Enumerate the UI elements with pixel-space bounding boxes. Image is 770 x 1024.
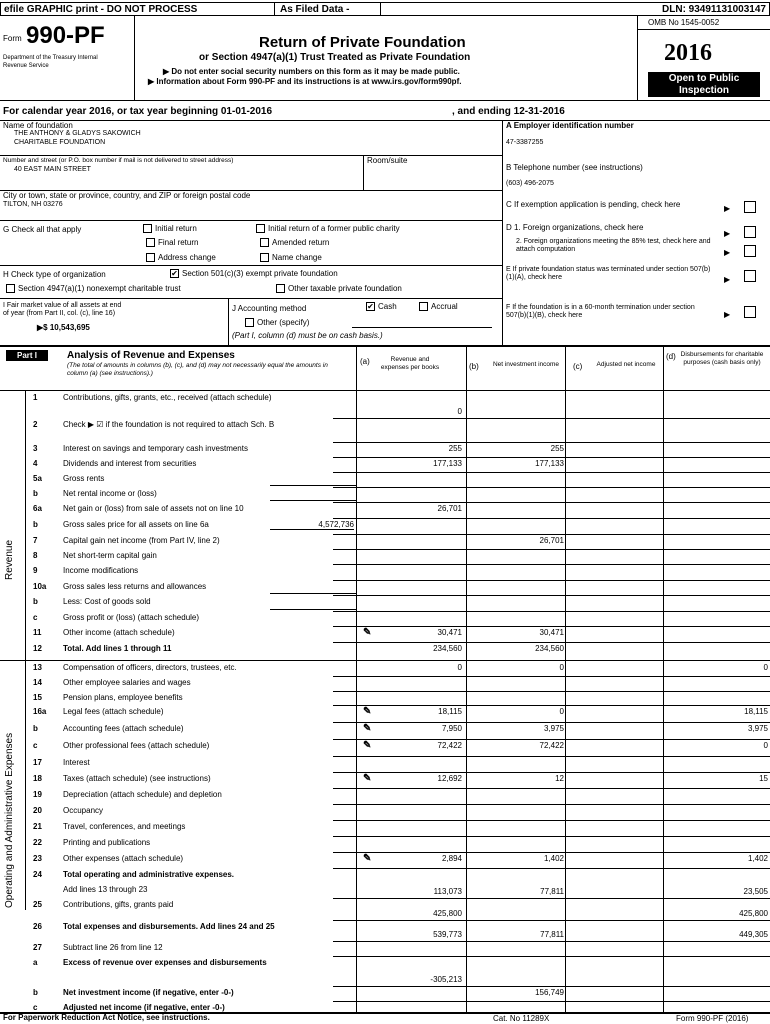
- note-info: ▶ Information about Form 990-PF and its instructions is at www.irs.gov/form990pf.: [148, 77, 462, 86]
- g-label: G Check all that apply: [3, 225, 82, 234]
- cell-a: -305,213: [430, 975, 462, 984]
- g-address[interactable]: Address change: [146, 253, 216, 262]
- col-c-head: Adjusted net income: [596, 361, 656, 368]
- row-number: 4: [33, 459, 38, 468]
- row-number: 20: [33, 806, 42, 815]
- phone-label: B Telephone number (see instructions): [506, 163, 643, 172]
- cell-d: 0: [763, 741, 768, 750]
- j-note: (Part I, column (d) must be on cash basis.): [232, 331, 383, 340]
- row-label: Gross profit or (loss) (attach schedule): [63, 613, 200, 622]
- street-value: 40 EAST MAIN STREET: [14, 166, 91, 173]
- i-value: ▶$ 10,543,695: [37, 323, 90, 332]
- row-label: Net gain or (loss) from sale of assets not on line 10: [63, 504, 244, 513]
- cell-b: 156,749: [535, 988, 564, 997]
- row-number: 1: [33, 393, 38, 402]
- col-d-tag: (d): [666, 352, 676, 361]
- row-label: Legal fees (attach schedule): [63, 707, 164, 716]
- table-row: [25, 457, 770, 472]
- cell-b: 72,422: [539, 741, 564, 750]
- row-number: b: [33, 597, 38, 606]
- row-label: Total. Add lines 1 through 11: [63, 644, 172, 653]
- table-row: [25, 595, 770, 611]
- table-row: [25, 642, 770, 660]
- cell-d: 15: [759, 774, 768, 783]
- cell-b: 12: [555, 774, 564, 783]
- cell-a: 113,073: [433, 887, 462, 896]
- cell-a: 30,471: [437, 628, 462, 637]
- row-number: b: [33, 724, 38, 733]
- footer-right: Form 990-PF (2016): [676, 1014, 749, 1023]
- row-number: 10a: [33, 582, 47, 591]
- row-label: Accounting fees (attach schedule): [63, 724, 184, 733]
- row-label: Contributions, gifts, grants, etc., received (attach schedule): [63, 393, 272, 402]
- h-4947[interactable]: Section 4947(a)(1) nonexempt charitable trust: [6, 284, 181, 293]
- table-row: [25, 1001, 770, 1012]
- table-row: [25, 691, 770, 705]
- row-number: 6a: [33, 504, 42, 513]
- table-row: [25, 418, 770, 442]
- row-label: Excess of revenue over expenses and disbursements: [63, 958, 267, 967]
- cell-a: 2,894: [441, 854, 462, 863]
- row-number: 2: [33, 420, 38, 429]
- g-amended[interactable]: Amended return: [260, 238, 329, 247]
- row-label: Less: Cost of goods sold: [63, 597, 151, 606]
- table-row: [25, 534, 770, 549]
- cell-b: 234,560: [535, 644, 564, 653]
- row-number: 22: [33, 838, 42, 847]
- row-label: Travel, conferences, and meetings: [63, 822, 186, 831]
- cell-b: 77,811: [540, 887, 564, 896]
- h-label: H Check type of organization: [3, 270, 106, 279]
- cell-a: 234,560: [433, 644, 462, 653]
- col-d-head: Disbursements for charitable purposes (cash basis only): [680, 351, 764, 366]
- col-a-head: Revenue and expenses per books: [380, 356, 440, 371]
- table-row: [25, 788, 770, 804]
- dln: DLN: 93491131003147: [662, 4, 766, 15]
- cell-d: 23,505: [743, 887, 768, 896]
- cell-d: 0: [763, 663, 768, 672]
- row-number: b: [33, 988, 38, 997]
- form-number: 990-PF: [26, 22, 105, 49]
- row-number: 7: [33, 536, 38, 545]
- col-a-tag: (a): [360, 357, 370, 366]
- g-name[interactable]: Name change: [260, 253, 322, 262]
- row-number: 16a: [33, 707, 47, 716]
- h-other[interactable]: Other taxable private foundation: [276, 284, 402, 293]
- row-number: 3: [33, 444, 38, 453]
- table-row: [25, 502, 770, 518]
- table-row: [25, 549, 770, 564]
- row-number: 8: [33, 551, 38, 560]
- cell-a: 7,950: [441, 724, 462, 733]
- row-label: Gross sales less returns and allowances: [63, 582, 207, 591]
- attachment-icon[interactable]: ✎: [363, 706, 372, 717]
- row-label: Other expenses (attach schedule): [63, 854, 184, 863]
- row-number: 5a: [33, 474, 42, 483]
- cell-a: 12,692: [437, 774, 462, 783]
- table-row: [25, 941, 770, 956]
- cell-a: 18,115: [438, 707, 462, 716]
- cell-d: 425,800: [739, 909, 768, 918]
- table-row: [25, 611, 770, 626]
- part-tag: Part I: [6, 350, 48, 361]
- c-checkbox[interactable]: [744, 201, 756, 213]
- j-other[interactable]: Other (specify): [245, 318, 309, 327]
- row-label: Net short-term capital gain: [63, 551, 157, 560]
- table-row: [25, 920, 770, 941]
- entry-line: [270, 485, 356, 486]
- g-initial-former[interactable]: Initial return of a former public charity: [256, 224, 400, 233]
- j-cash[interactable]: ✔ Cash: [367, 302, 397, 312]
- city-label: City or town, state or province, country, and ZIP or foreign postal code: [3, 191, 251, 200]
- row-number: 21: [33, 822, 42, 831]
- j-accrual[interactable]: Accrual: [419, 302, 458, 311]
- col-b-head: Net investment income: [492, 361, 560, 368]
- foundation-name-1: THE ANTHONY & GLADYS SAKOWICH: [14, 130, 141, 137]
- footer-cat: Cat. No 11289X: [493, 1014, 550, 1023]
- d2-label: 2. Foreign organizations meeting the 85% test, check here and attach computation: [516, 238, 711, 253]
- cell-b: 1,402: [543, 854, 564, 863]
- row-label: Interest: [63, 758, 90, 767]
- table-row: [25, 626, 770, 642]
- row-number: 9: [33, 566, 38, 575]
- col-c-tag: (c): [573, 362, 583, 371]
- cell-d: 1,402: [747, 854, 768, 863]
- row-label: Taxes (attach schedule) (see instructions): [63, 774, 211, 783]
- row-label: Gross rents: [63, 474, 105, 483]
- part-desc: (The total of amounts in columns (b), (c), and (d) may not necessarily equal the amounts in column (a) (see instructions).): [67, 362, 328, 377]
- attachment-icon[interactable]: ✎: [363, 627, 372, 638]
- row-label: Check ▶ ☑ if the foundation is not required to attach Sch. B: [63, 420, 275, 429]
- row-label: Income modifications: [63, 566, 139, 575]
- table-row: [25, 661, 770, 676]
- row-number: c: [33, 741, 38, 750]
- row-label: Compensation of officers, directors, trustees, etc.: [63, 663, 237, 672]
- table-row: [25, 986, 770, 1001]
- table-row: [25, 852, 770, 868]
- e-checkbox[interactable]: [744, 270, 756, 282]
- table-row: [25, 564, 770, 580]
- d1-label: D 1. Foreign organizations, check here: [506, 223, 644, 232]
- omb-number: OMB No 1545-0052: [648, 18, 720, 27]
- row-number: 26: [33, 922, 42, 931]
- cell-b: 77,811: [540, 930, 564, 939]
- form-subtitle: or Section 4947(a)(1) Trust Treated as Private Foundation: [199, 52, 471, 63]
- i-label: I Fair market value of all assets at end of year (from Part II, col. (c), line 16): [3, 302, 122, 317]
- e-label: E If private foundation status was terminated under section 507(b)(1)(A), check here: [506, 266, 711, 281]
- row-number: 15: [33, 693, 42, 702]
- table-row: [25, 580, 770, 595]
- banner-left: efile GRAPHIC print - DO NOT PROCESS: [4, 4, 198, 15]
- cell-a: 72,422: [437, 741, 462, 750]
- table-row: [25, 836, 770, 852]
- row-label: Depreciation (attach schedule) and depletion: [63, 790, 222, 799]
- name-label: Name of foundation: [3, 121, 73, 130]
- row-number: 12: [33, 644, 42, 653]
- row-number: 13: [33, 663, 42, 672]
- row-label: Subtract line 26 from line 12: [63, 943, 163, 952]
- row-number: 18: [33, 774, 42, 783]
- cell-d: 449,305: [739, 930, 768, 939]
- inline-value: 4,572,736: [270, 520, 354, 530]
- cell-b: 0: [559, 663, 564, 672]
- table-row: [25, 676, 770, 691]
- tax-year: 2016: [664, 40, 712, 66]
- row-label: Total operating and administrative expenses.: [63, 870, 235, 879]
- d2-checkbox[interactable]: [744, 245, 756, 257]
- phone-value: (603) 496-2075: [506, 180, 554, 187]
- table-row: [25, 722, 770, 739]
- cell-b: 177,133: [535, 459, 564, 468]
- attachment-icon[interactable]: ✎: [363, 740, 372, 751]
- department: Department of the Treasury Internal Revenue Service: [3, 55, 98, 69]
- cell-d: 18,115: [744, 707, 768, 716]
- attachment-icon[interactable]: ✎: [363, 723, 372, 734]
- entry-line: [270, 593, 356, 594]
- row-label: Dividends and interest from securities: [63, 459, 197, 468]
- row-label: Printing and publications: [63, 838, 151, 847]
- table-row: [25, 518, 770, 534]
- street-label: Number and street (or P.O. box number if mail is not delivered to street address): [3, 157, 234, 164]
- form-title: Return of Private Foundation: [259, 34, 466, 51]
- form-header: [0, 16, 770, 100]
- cell-a: 177,133: [433, 459, 462, 468]
- row-number: b: [33, 520, 38, 529]
- row-label: Adjusted net income (if negative, enter -0-): [63, 1003, 225, 1012]
- row-number: 19: [33, 790, 42, 799]
- table-row: [25, 442, 770, 457]
- row-label: Net investment income (if negative, enter -0-): [63, 988, 234, 997]
- row-label-2: Add lines 13 through 23: [63, 885, 148, 894]
- row-label: Other income (attach schedule): [63, 628, 175, 637]
- table-row: [25, 956, 770, 986]
- table-row: [25, 472, 770, 487]
- open-to-public: Open to Public Inspection: [648, 72, 760, 97]
- row-number: 24: [33, 870, 42, 879]
- calendar-end: , and ending 12-31-2016: [452, 106, 565, 117]
- ein-label: A Employer identification number: [506, 121, 634, 130]
- attachment-icon[interactable]: ✎: [363, 773, 372, 784]
- row-label: Net rental income or (loss): [63, 489, 157, 498]
- row-label: Occupancy: [63, 806, 104, 815]
- cell-b: 0: [559, 707, 564, 716]
- part-title: Analysis of Revenue and Expenses: [67, 350, 235, 361]
- table-row: [25, 804, 770, 820]
- g-final[interactable]: Final return: [146, 238, 198, 247]
- col-b-tag: (b): [469, 362, 479, 371]
- top-banner: [0, 2, 770, 16]
- cell-d: 3,975: [747, 724, 768, 733]
- row-number: b: [33, 489, 38, 498]
- row-number: 14: [33, 678, 42, 687]
- row-label: Total expenses and disbursements. Add lines 24 and 25: [63, 922, 275, 931]
- table-row: [25, 487, 770, 502]
- table-row: [25, 868, 770, 898]
- table-row: [25, 756, 770, 772]
- note-ssn: ▶ Do not enter social security numbers on this form as it may be made public.: [163, 67, 460, 76]
- table-row: [25, 391, 770, 418]
- c-label: C If exemption application is pending, check here: [506, 200, 681, 209]
- cell-a: 26,701: [437, 504, 462, 513]
- table-row: [25, 898, 770, 920]
- d1-checkbox[interactable]: [744, 226, 756, 238]
- room-label: Room/suite: [367, 156, 408, 165]
- row-number: a: [33, 958, 38, 967]
- table-row: [25, 705, 770, 722]
- cell-a: 539,773: [433, 930, 462, 939]
- table-row: [25, 820, 770, 836]
- cell-a: 255: [448, 444, 462, 453]
- row-number: 23: [33, 854, 42, 863]
- form-prefix: Form: [3, 34, 22, 43]
- row-number: c: [33, 613, 38, 622]
- row-number: 11: [33, 628, 42, 637]
- row-number: c: [33, 1003, 38, 1012]
- g-initial[interactable]: Initial return: [143, 224, 197, 233]
- ein-value: 47-3387255: [506, 139, 544, 146]
- row-label: Capital gain net income (from Part IV, line 2): [63, 536, 220, 545]
- banner-mid: As Filed Data -: [280, 4, 350, 15]
- row-label: Interest on savings and temporary cash investments: [63, 444, 248, 453]
- cell-a: 0: [457, 663, 462, 672]
- h-501c3[interactable]: ✔ Section 501(c)(3) exempt private foundation: [171, 269, 338, 279]
- attachment-icon[interactable]: ✎: [363, 853, 372, 864]
- cell-a: 0: [457, 407, 462, 416]
- row-label: Pension plans, employee benefits: [63, 693, 183, 702]
- footer-left: For Paperwork Reduction Act Notice, see instructions.: [3, 1013, 210, 1022]
- j-label: J Accounting method: [232, 304, 307, 313]
- calendar-start: For calendar year 2016, or tax year beginning 01-01-2016: [3, 106, 273, 117]
- city-value: TILTON, NH 03276: [3, 201, 63, 208]
- cell-b: 26,701: [539, 536, 564, 545]
- row-label: Other employee salaries and wages: [63, 678, 191, 687]
- f-checkbox[interactable]: [744, 306, 756, 318]
- table-row: [25, 739, 770, 756]
- f-label: F If the foundation is in a 60-month termination under section 507(b)(1)(B), check here: [506, 304, 695, 319]
- row-number: 27: [33, 943, 42, 952]
- foundation-name-2: CHARITABLE FOUNDATION: [14, 139, 106, 146]
- row-label: Gross sales price for all assets on line 6a: [63, 520, 209, 529]
- row-label: Other professional fees (attach schedule): [63, 741, 210, 750]
- cell-a: 425,800: [433, 909, 462, 918]
- row-number: 25: [33, 900, 42, 909]
- row-number: 17: [33, 758, 42, 767]
- cell-b: 30,471: [539, 628, 564, 637]
- cell-b: 3,975: [543, 724, 564, 733]
- row-label: Contributions, gifts, grants paid: [63, 900, 174, 909]
- entry-line: [270, 500, 356, 501]
- table-row: [25, 772, 770, 788]
- entry-line: [270, 609, 356, 610]
- cell-b: 255: [550, 444, 564, 453]
